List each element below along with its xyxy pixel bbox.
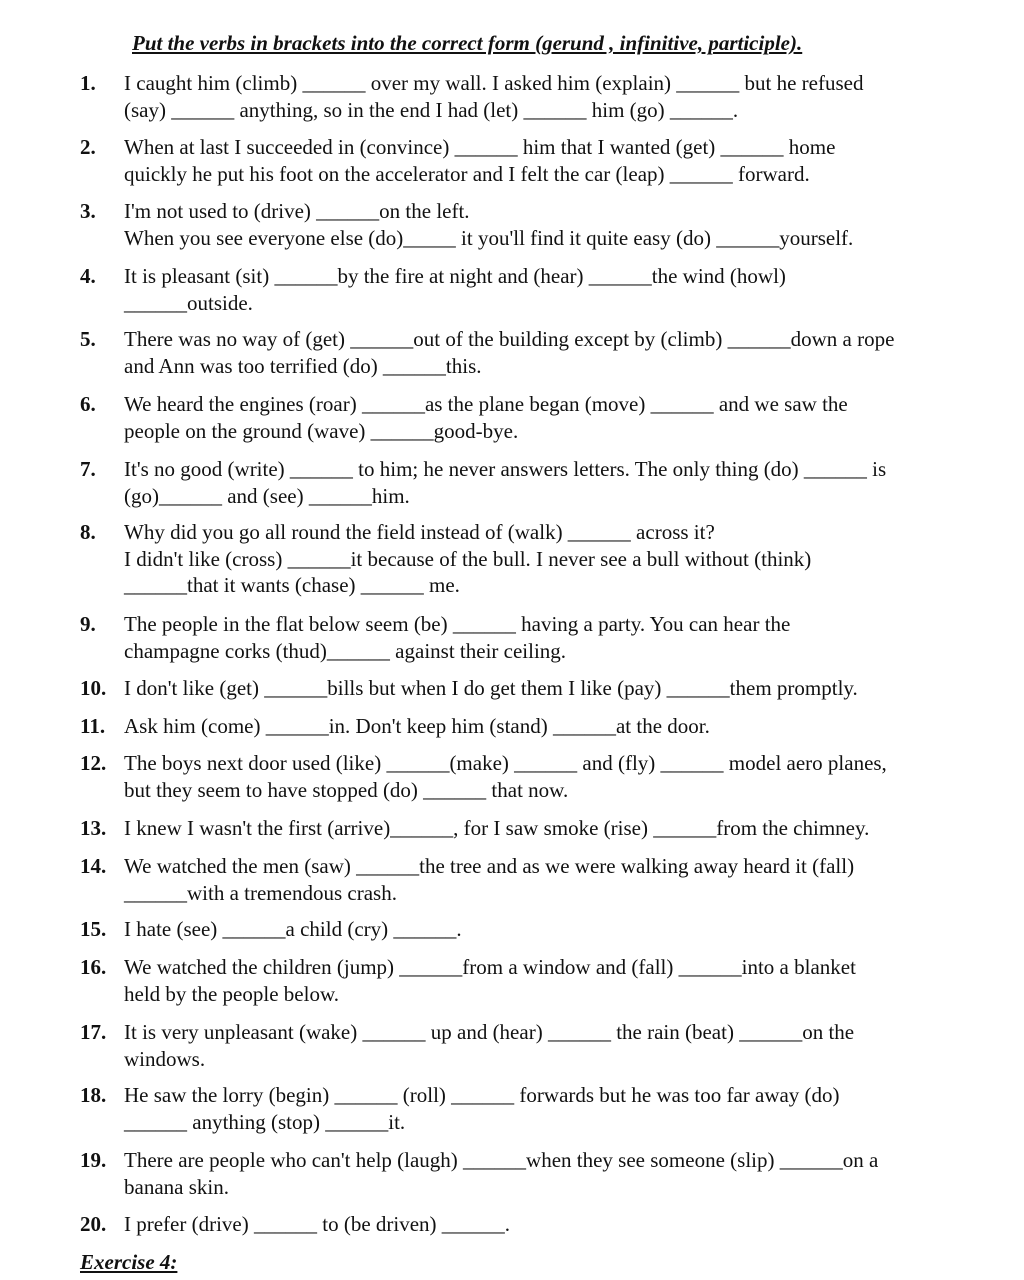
item-line: and Ann was too terrified (do) ______this. [124, 353, 482, 378]
item-text [124, 198, 960, 251]
item-line: There are people who can't help (laugh) ______when they see someone (slip) ______on a [124, 1148, 879, 1172]
item-text [124, 456, 960, 509]
item-text [124, 954, 960, 1007]
item-number: 10. [80, 676, 107, 700]
item-number: 5. [80, 327, 96, 351]
item-line: There was no way of (get) ______out of the building except by (climb) ______down a rope [124, 327, 895, 351]
item-line: ______ anything (stop) ______it. [124, 1109, 406, 1134]
item-line: held by the people below. [124, 981, 339, 1006]
worksheet-title: Put the verbs in brackets into the correct form (gerund , infinitive, participle). [132, 31, 803, 55]
item-number: 20. [80, 1212, 107, 1236]
item-number: 19. [80, 1148, 107, 1172]
item-number: 4. [80, 264, 96, 288]
item-number: 2. [80, 135, 96, 159]
item-number: 15. [80, 917, 107, 941]
item-number: 9. [80, 612, 96, 636]
item-text [124, 675, 960, 702]
item-text [124, 1019, 960, 1072]
item-line: I caught him (climb) ______ over my wall. I asked him (explain) ______ but he refused [124, 71, 864, 95]
item-text [124, 713, 960, 740]
item-number: 7. [80, 457, 96, 481]
item-line: (say) ______ anything, so in the end I had (let) ______ him (go) ______. [124, 97, 739, 122]
item-text [124, 70, 960, 123]
item-number: 1. [80, 71, 96, 95]
item-number: 3. [80, 199, 96, 223]
item-line: The people in the flat below seem (be) ______ having a party. You can hear the [124, 612, 791, 636]
item-number: 6. [80, 392, 96, 416]
item-number: 11. [80, 714, 106, 738]
item-line: I'm not used to (drive) ______on the left. [124, 199, 470, 223]
item-text [124, 263, 960, 316]
item-number: 13. [80, 816, 107, 840]
item-line: When at last I succeeded in (convince) ______ him that I wanted (get) ______ home [124, 135, 836, 159]
item-line: I don't like (get) ______bills but when I do get them I like (pay) ______them promptly. [124, 676, 858, 700]
item-text [124, 391, 960, 444]
item-line: Why did you go all round the field instead of (walk) ______ across it? [124, 520, 715, 544]
item-line: I didn't like (cross) ______it because of the bull. I never see a bull without (think) [124, 546, 812, 571]
item-text [124, 916, 960, 943]
item-text [124, 1082, 960, 1135]
item-text [124, 611, 960, 664]
item-text [124, 853, 960, 906]
item-line: people on the ground (wave) ______good-bye. [124, 418, 519, 443]
item-number: 14. [80, 854, 107, 878]
item-number: 17. [80, 1020, 107, 1044]
item-text [124, 519, 960, 599]
item-text [124, 750, 960, 803]
item-line: but they seem to have stopped (do) ______ that now. [124, 777, 569, 802]
item-line: I hate (see) ______a child (cry) ______. [124, 917, 462, 941]
item-text [124, 1147, 960, 1200]
item-line: It is pleasant (sit) ______by the fire at night and (hear) ______the wind (howl) [124, 264, 786, 288]
item-number: 18. [80, 1083, 107, 1107]
item-line: We watched the children (jump) ______from a window and (fall) ______into a blanket [124, 955, 856, 979]
item-line: quickly he put his foot on the accelerator and I felt the car (leap) ______ forward. [124, 161, 810, 186]
item-number: 8. [80, 520, 96, 544]
next-exercise-heading: Exercise 4: [80, 1250, 178, 1274]
item-line: champagne corks (thud)______ against their ceiling. [124, 638, 567, 663]
item-line: windows. [124, 1046, 206, 1071]
item-line: He saw the lorry (begin) ______ (roll) ______ forwards but he was too far away (do) [124, 1083, 840, 1107]
item-line: ______with a tremendous crash. [124, 880, 397, 905]
item-text [124, 134, 960, 187]
item-text [124, 815, 960, 842]
item-line: banana skin. [124, 1174, 229, 1199]
item-number: 16. [80, 955, 107, 979]
item-line: It's no good (write) ______ to him; he never answers letters. The only thing (do) ______ is [124, 457, 887, 481]
item-line: The boys next door used (like) ______(make) ______ and (fly) ______ model aero planes, [124, 751, 887, 775]
item-text [124, 326, 960, 379]
item-number: 12. [80, 751, 107, 775]
item-line: Ask him (come) ______in. Don't keep him (stand) ______at the door. [124, 714, 710, 738]
item-line: I knew I wasn't the first (arrive)______, for I saw smoke (rise) ______from the chimney. [124, 816, 870, 840]
item-line: When you see everyone else (do)_____ it you'll find it quite easy (do) ______yourself. [124, 225, 854, 250]
item-line: I prefer (drive) ______ to (be driven) ______. [124, 1212, 511, 1236]
item-line: ______outside. [124, 290, 253, 315]
item-line: We heard the engines (roar) ______as the plane began (move) ______ and we saw the [124, 392, 848, 416]
item-text [124, 1211, 960, 1238]
item-line: (go)______ and (see) ______him. [124, 483, 410, 508]
item-line: ______that it wants (chase) ______ me. [124, 573, 460, 597]
item-line: It is very unpleasant (wake) ______ up and (hear) ______ the rain (beat) ______on the [124, 1020, 855, 1044]
item-line: We watched the men (saw) ______the tree and as we were walking away heard it (fall) [124, 854, 855, 878]
